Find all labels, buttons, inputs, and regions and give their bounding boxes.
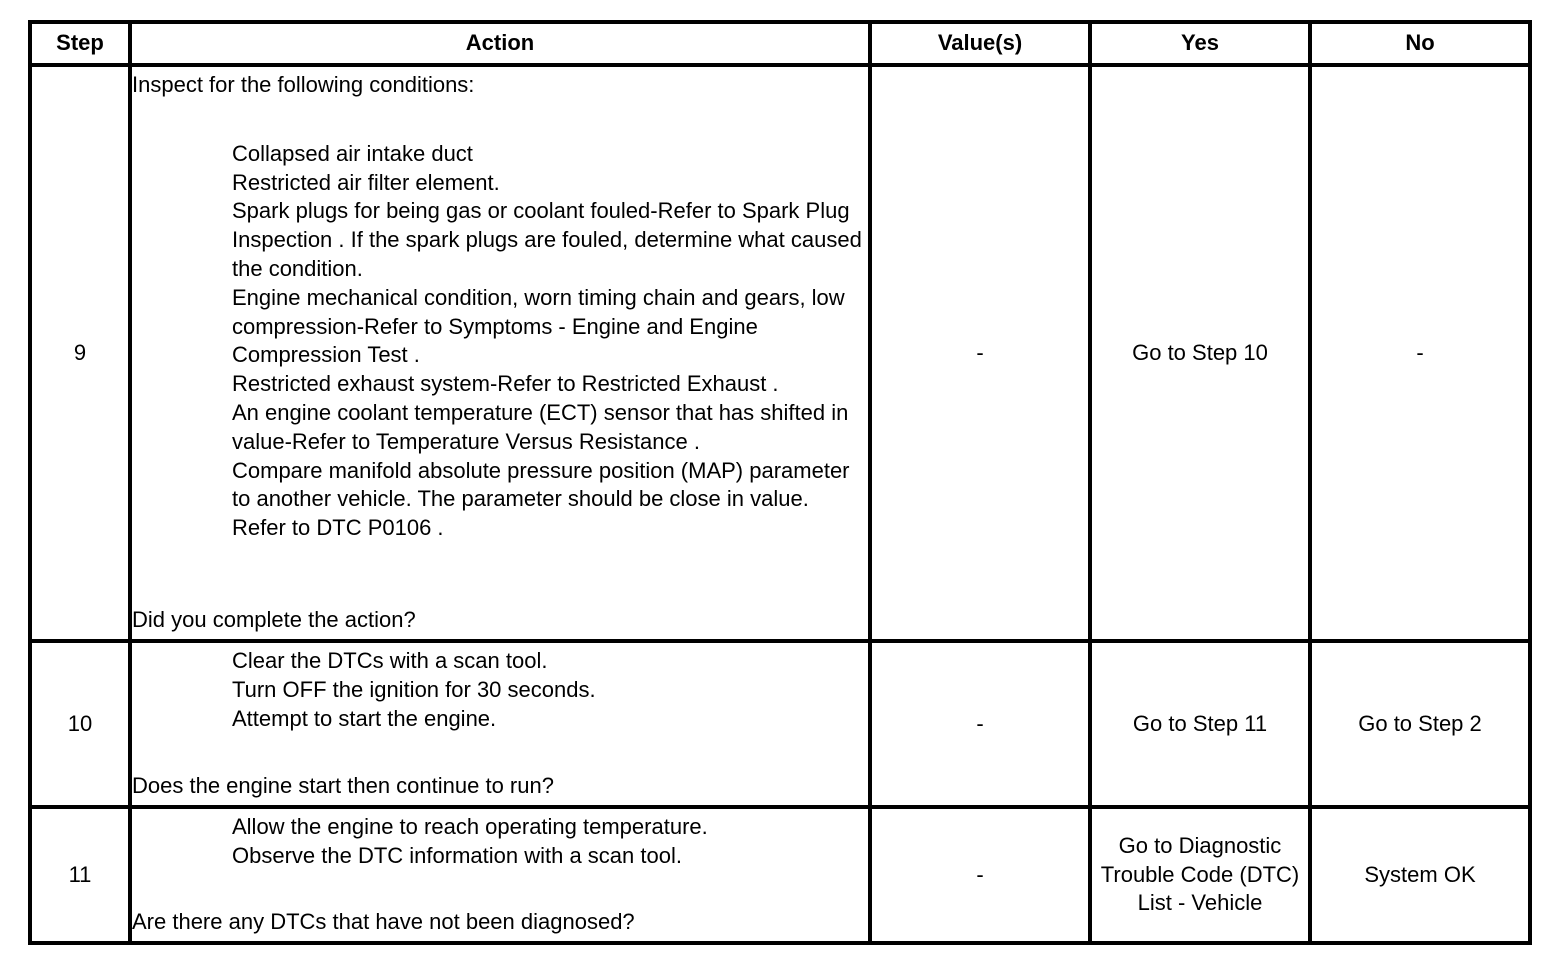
list-item: Turn OFF the ignition for 30 seconds. [232,676,596,702]
yes-cell: Go to Step 11 [1090,641,1310,807]
table-row-step-9 [30,65,1530,641]
list-item: Engine mechanical condition, worn timing chain and gears, low compression-Refer to Symptoms - Engine and Engine Compression Test . [232,284,845,368]
action-cell [130,65,870,641]
condition-list [132,140,868,543]
no-cell: - [1310,65,1530,641]
header-no: No [1310,22,1530,65]
list-item: Spark plugs for being gas or coolant fouled-Refer to Spark Plug Inspection . If the spark plugs are fouled, determine what caused the condition. [232,198,862,281]
no-cell: Go to Step 2 [1310,641,1530,807]
header-yes: Yes [1090,22,1310,65]
list-item: Observe the DTC information with a scan tool. [232,842,682,868]
yes-cell: Go to Diagnostic Trouble Code (DTC) List - Vehicle [1090,807,1310,943]
value-cell: - [870,65,1090,641]
list-item: Clear the DTCs with a scan tool. [232,648,548,673]
list-item: An engine coolant temperature (ECT) sensor that has shifted in value-Refer to Temperature Versus Resistance . [232,399,849,454]
list-item: Allow the engine to reach operating temperature. [232,814,708,839]
list-item: Collapsed air intake duct [232,140,473,166]
table-row-step-11 [30,807,1530,943]
action-cell [130,641,870,807]
yes-cell: Go to Step 10 [1090,65,1310,641]
header-row [30,22,1530,65]
step-number: 9 [30,65,130,641]
step-list [132,813,868,871]
list-item: Attempt to start the engine. [232,705,497,731]
value-cell: - [870,641,1090,807]
step-number: 10 [30,641,130,807]
step-number: 11 [30,807,130,943]
action-cell [130,807,870,943]
header-action: Action [130,22,870,65]
action-question: Does the engine start then continue to run? [132,773,554,799]
list-item: Restricted air filter element. [232,169,500,195]
no-cell: System OK [1310,807,1530,943]
header-step: Step [30,22,130,65]
action-question: Are there any DTCs that have not been diagnosed? [132,909,635,935]
table-row-step-10 [30,641,1530,807]
step-list [132,647,868,733]
action-intro: Inspect for the following conditions: [132,72,475,97]
action-question: Did you complete the action? [132,607,416,633]
diagnostic-table [28,20,1532,945]
value-cell: - [870,807,1090,943]
list-item: Restricted exhaust system-Refer to Restricted Exhaust . [232,371,779,397]
list-item: Compare manifold absolute pressure position (MAP) parameter to another vehicle. The parameter should be close in value. Refer to DTC P0106 . [232,457,850,541]
header-values: Value(s) [870,22,1090,65]
